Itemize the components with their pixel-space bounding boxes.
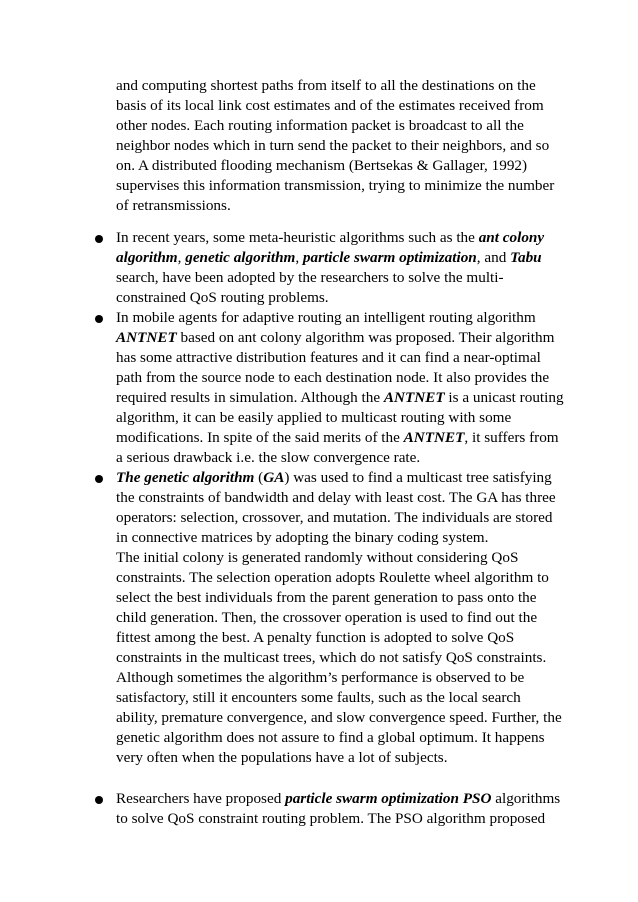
text-line: has some attractive distribution features and it can find a near-optimal bbox=[116, 349, 541, 366]
emphasis-genetic-algorithm: genetic algorithm bbox=[185, 249, 296, 266]
text-span: required results in simulation. Although the bbox=[116, 389, 384, 406]
text-line: The initial colony is generated randomly without considering QoS bbox=[116, 549, 519, 566]
bullet-icon bbox=[95, 796, 103, 804]
text-line: in connective matrices by adopting the binary coding system. bbox=[116, 529, 489, 546]
text-span: based on ant colony algorithm was proposed. Their algorithm bbox=[176, 329, 555, 346]
text-line: fittest among the best. A penalty function is adopted to solve QoS bbox=[116, 629, 515, 646]
emphasis-particle-swarm: particle swarm optimization PSO bbox=[285, 790, 492, 807]
text-line: basis of its local link cost estimates and of the estimates received from bbox=[116, 97, 544, 114]
text-line bbox=[116, 228, 544, 248]
text-line bbox=[116, 789, 560, 809]
text-line: constraints. The selection operation adopts Roulette wheel algorithm to bbox=[116, 569, 549, 586]
text-span: , bbox=[177, 249, 186, 266]
text-line bbox=[116, 248, 542, 268]
text-line: satisfactory, still it encounters some faults, such as the local search bbox=[116, 689, 521, 706]
text-span: ) was used to find a multicast tree satisfying bbox=[284, 469, 552, 486]
text-line: genetic algorithm does not assure to find a global optimum. It happens bbox=[116, 729, 545, 746]
emphasis-antnet: ANTNET bbox=[403, 429, 465, 446]
text-line: and computing shortest paths from itself to all the destinations on the bbox=[116, 77, 536, 94]
text-span: , bbox=[295, 249, 303, 266]
bullet-icon bbox=[95, 315, 103, 323]
text-line bbox=[116, 328, 554, 348]
text-line bbox=[116, 468, 552, 488]
text-line bbox=[116, 388, 564, 408]
text-line: Although sometimes the algorithm’s performance is observed to be bbox=[116, 669, 525, 686]
text-line: In mobile agents for adaptive routing an intelligent routing algorithm bbox=[116, 309, 536, 326]
text-span: , it suffers from bbox=[464, 429, 559, 446]
text-span: algorithms bbox=[491, 790, 561, 807]
emphasis-antnet: ANTNET bbox=[116, 329, 177, 346]
emphasis-ga: GA bbox=[263, 469, 285, 486]
text-span: is a unicast routing bbox=[444, 389, 564, 406]
text-line: of retransmissions. bbox=[116, 197, 231, 214]
text-span: In recent years, some meta-heuristic algorithms such as the bbox=[116, 229, 479, 246]
emphasis-ant-colony: ant colony bbox=[478, 229, 545, 246]
text-line: neighbor nodes which in turn send the packet to their neighbors, and so bbox=[116, 137, 550, 154]
bullet-icon bbox=[95, 475, 103, 483]
text-line bbox=[116, 428, 559, 448]
text-line: search, have been adopted by the researchers to solve the multi- bbox=[116, 269, 504, 286]
text-line: child generation. Then, the crossover operation is used to find out the bbox=[116, 609, 538, 626]
text-line: the constraints of bandwidth and delay with least cost. The GA has three bbox=[116, 489, 556, 506]
text-line: constraints in the multicast trees, which do not satisfy QoS constraints. bbox=[116, 649, 547, 666]
text-line: algorithm, it can be easily applied to multicast routing with some bbox=[116, 409, 512, 426]
text-line: other nodes. Each routing information packet is broadcast to all the bbox=[116, 117, 524, 134]
text-span: , and bbox=[476, 249, 511, 266]
text-line: a serious drawback i.e. the slow convergence rate. bbox=[116, 449, 421, 466]
emphasis-algorithm: algorithm bbox=[116, 249, 178, 266]
text-line: path from the source node to each destination node. It also provides the bbox=[116, 369, 550, 386]
emphasis-antnet: ANTNET bbox=[383, 389, 445, 406]
text-line: operators: selection, crossover, and mutation. The individuals are stored bbox=[116, 509, 553, 526]
emphasis-genetic-algorithm: The genetic algorithm bbox=[116, 469, 255, 486]
emphasis-tabu: Tabu bbox=[510, 249, 542, 266]
emphasis-particle-swarm: particle swarm optimization bbox=[302, 249, 477, 266]
text-line: ability, premature convergence, and slow convergence speed. Further, the bbox=[116, 709, 562, 726]
text-line: very often when the populations have a lot of subjects. bbox=[116, 749, 448, 766]
bullet-icon bbox=[95, 235, 103, 243]
text-line: select the best individuals from the parent generation to pass onto the bbox=[116, 589, 537, 606]
text-line: supervises this information transmission, trying to minimize the number bbox=[116, 177, 555, 194]
text-span: Researchers have proposed bbox=[116, 790, 286, 807]
text-line: to solve QoS constraint routing problem. The PSO algorithm proposed bbox=[116, 810, 546, 827]
text-span: modifications. In spite of the said merits of the bbox=[116, 429, 404, 446]
text-line: on. A distributed flooding mechanism (Bertsekas & Gallager, 1992) bbox=[116, 157, 528, 174]
text-span: ( bbox=[254, 469, 264, 486]
text-line: constrained QoS routing problems. bbox=[116, 289, 329, 306]
